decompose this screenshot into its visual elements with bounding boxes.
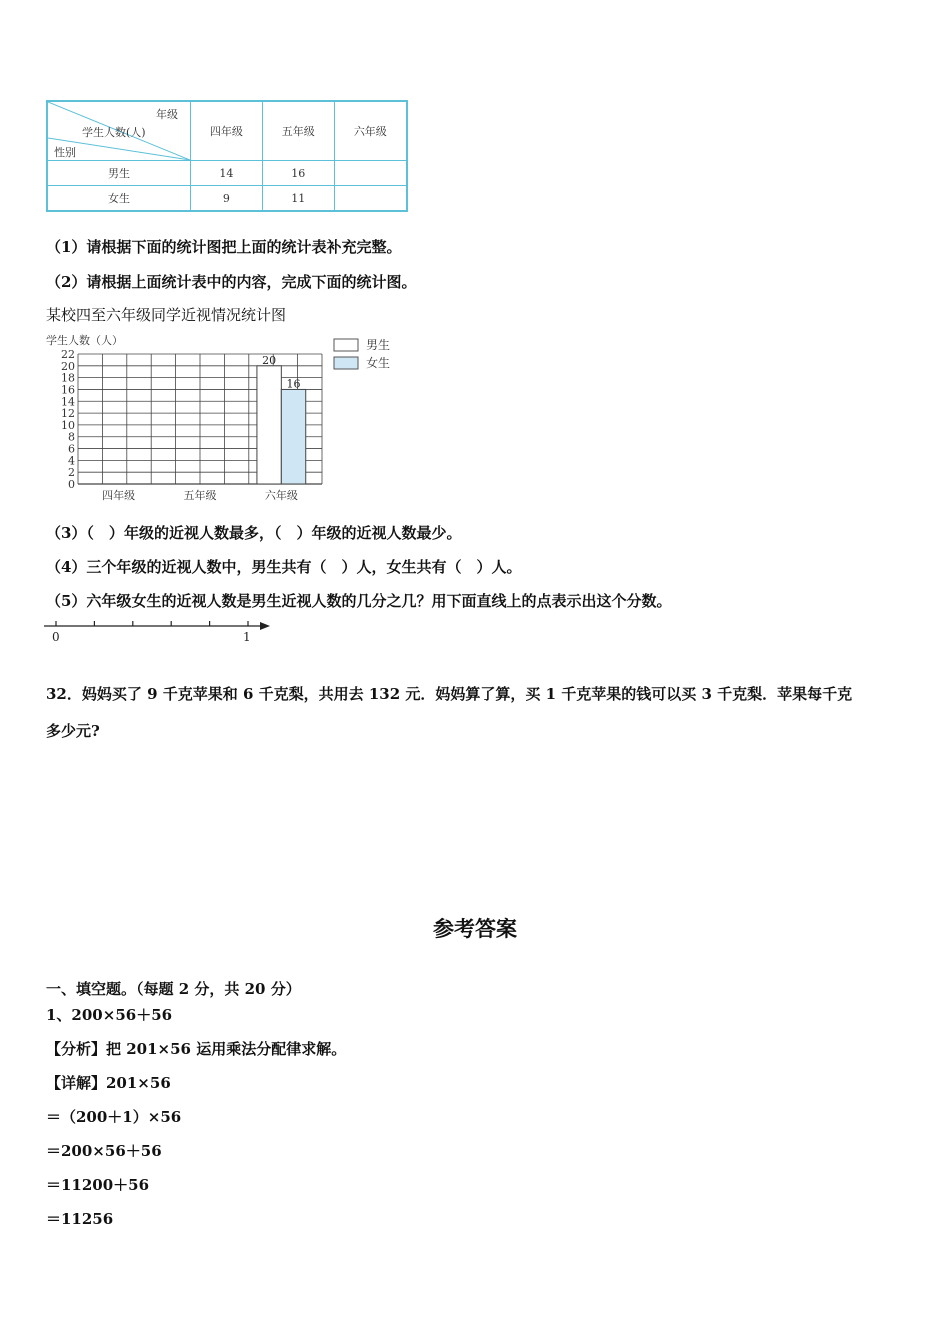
chart-title: 某校四至六年级同学近视情况统计图 [46,306,287,324]
chart-legend [334,337,390,370]
corner-grade-label: 年级 [156,108,178,121]
number-line-one: 1 [243,630,251,644]
header-grade5: 五年级 [262,101,334,161]
answer-step-1: ＝（200＋1）×56 [46,1108,182,1126]
legend-boys-swatch [334,339,358,351]
y-tick-label: 4 [68,454,75,468]
number-line-arrow [260,622,270,630]
number-line-zero: 0 [52,630,60,644]
answers-title: 参考答案 [433,916,517,941]
answer-detail: 【详解】201×56 [46,1074,171,1092]
problem-32-line2: 多少元? [46,722,100,740]
table-cell: 14 [191,161,263,186]
answer-item-1: 1、200×56＋56 [46,1006,173,1024]
y-tick-label: 22 [61,348,75,361]
bar-data-label: 20 [262,353,277,367]
row-label: 男生 [47,161,191,186]
table-cell [334,161,407,186]
header-grade4: 四年级 [191,101,263,161]
table-cell: 11 [262,186,334,212]
x-category-label: 五年级 [183,489,217,502]
problem-32-line1: 32．妈妈买了 9 千克苹果和 6 千克梨，共用去 132 元．妈妈算了算，买 1 千克苹果的钱可以买 3 千克梨．苹果每千克 [46,685,853,703]
y-tick-label: 0 [68,478,75,491]
answer-step-3: ＝11200＋56 [46,1176,150,1194]
y-tick-label: 16 [61,383,75,397]
bar-data-label: 16 [286,377,301,391]
y-tick-label: 20 [61,359,75,373]
number-line [40,616,280,646]
y-tick-label: 12 [61,407,75,421]
question-3: （3）（ ）年级的近视人数最多，（ ）年级的近视人数最少。 [46,524,462,542]
myopia-bar-chart [40,330,420,502]
y-axis-label: 学生人数（人） [46,334,123,347]
table-cell: 9 [191,186,263,212]
y-tick-label: 18 [61,371,75,385]
legend-girls-label: 女生 [366,356,391,370]
x-category-label: 四年级 [102,489,136,502]
y-tick-label: 8 [68,430,75,444]
corner-count-label: 学生人数(人) [82,126,146,139]
row-label: 女生 [47,186,191,212]
y-tick-label: 14 [61,395,75,409]
chart-bars [257,354,306,484]
y-tick-label: 6 [68,442,75,456]
answer-analysis: 【分析】把 201×56 运用乘法分配律求解。 [46,1040,347,1058]
table-cell [334,186,407,212]
answer-step-2: ＝200×56＋56 [46,1142,162,1160]
y-tick-label: 10 [61,418,75,432]
question-4: （4）三个年级的近视人数中，男生共有（ ）人，女生共有（ ）人。 [46,558,522,576]
legend-girls-swatch [334,357,358,369]
x-category-label: 六年级 [264,489,298,502]
question-1: （1）请根据下面的统计图把上面的统计表补充完整。 [46,238,402,256]
x-category-labels [102,488,298,502]
y-tick-label: 2 [68,466,75,480]
question-5: （5）六年级女生的近视人数是男生近视人数的几分之几？用下面直线上的点表示出这个分数。 [46,592,672,610]
answer-step-4: ＝11256 [46,1210,114,1228]
y-tick-labels [61,348,75,491]
statistics-table [46,100,408,212]
header-grade6: 六年级 [334,101,407,161]
bar-boys [257,366,281,484]
table-cell: 16 [262,161,334,186]
table-row-boys [47,161,407,186]
number-line-ticks [56,621,248,626]
legend-boys-label: 男生 [366,338,391,352]
bar-girls [281,389,305,484]
corner-gender-label: 性别 [54,146,76,159]
question-2: （2）请根据上面统计表中的内容，完成下面的统计图。 [46,273,417,291]
table-row-girls [47,186,407,212]
table-corner-cell [47,101,191,161]
answers-section-heading: 一、填空题。（每题 2 分，共 20 分） [46,980,301,998]
